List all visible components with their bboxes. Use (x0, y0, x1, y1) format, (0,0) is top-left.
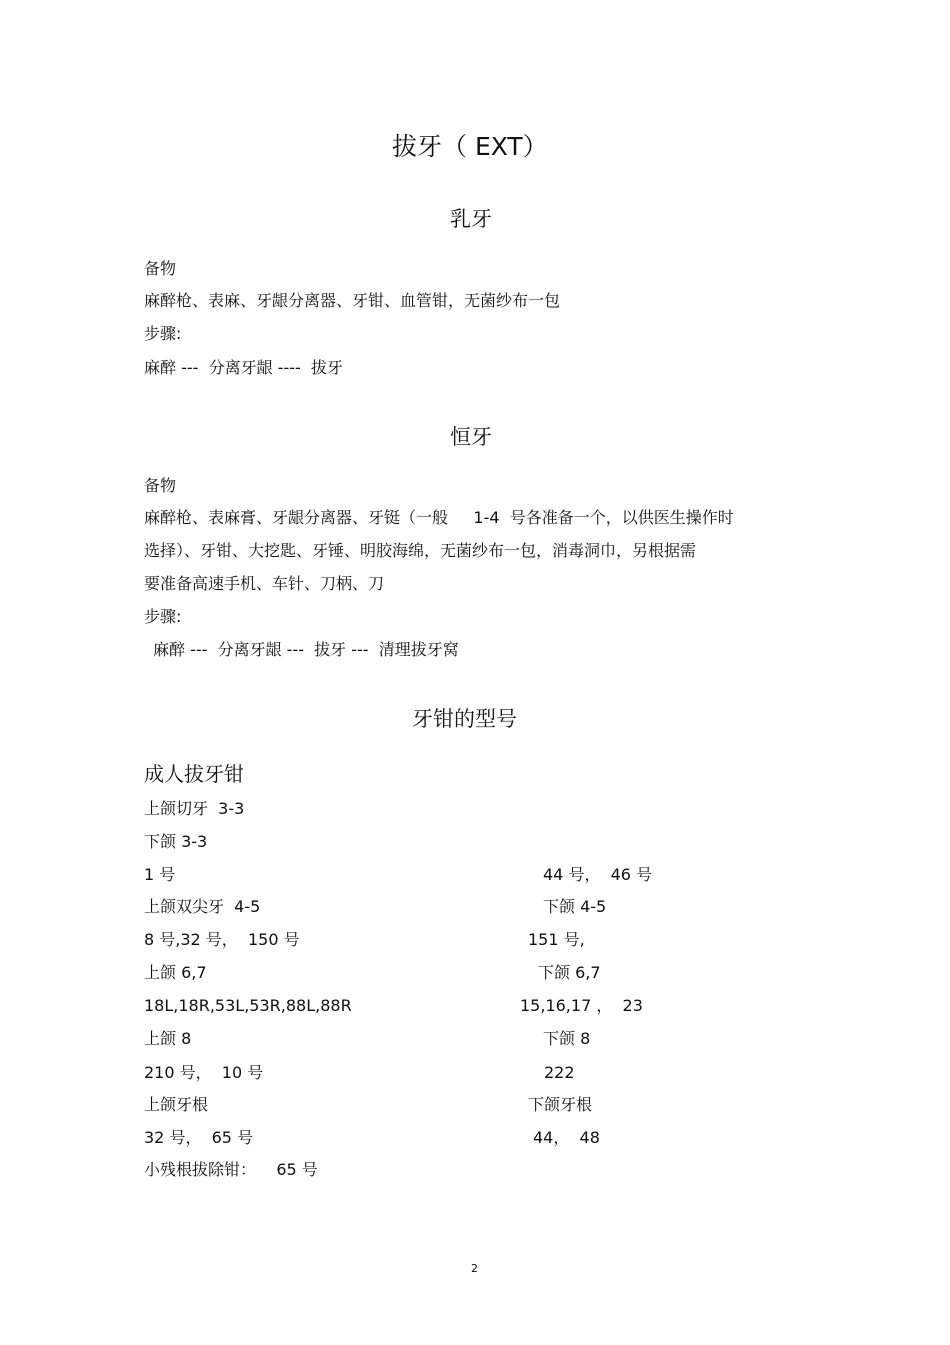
forceps-row-8-left: 上颌牙根 (144, 1095, 209, 1114)
permanent-prep-line-2: 选择）、牙钳、大挖匙、牙锤、明胶海绵，无菌纱布一包，消毒洞巾，另根据需 (144, 541, 697, 560)
section-heading-primary-teeth: 乳牙 (450, 207, 492, 231)
forceps-row-9-left: 32 号， 65 号 (144, 1128, 254, 1147)
forceps-row-7-left: 210 号， 10 号 (144, 1063, 264, 1082)
forceps-row-3-right: 151 号, (528, 930, 585, 949)
primary-steps: 麻醉 --- 分离牙龈 ---- 拔牙 (144, 358, 343, 377)
section-heading-forceps-models: 牙钳的型号 (412, 707, 517, 731)
forceps-row-8-right: 下颌牙根 (528, 1095, 593, 1114)
forceps-row-1-left: 1 号 (144, 865, 176, 884)
primary-prep-items: 麻醉枪、表麻、牙龈分离器、牙钳、血管钳，无菌纱布一包 (144, 291, 561, 310)
permanent-prep-line-1: 麻醉枪、表麻膏、牙龈分离器、牙铤（一般 1-4 号各准备一个，以供医生操作时 (144, 508, 734, 527)
permanent-steps: 麻醉 --- 分离牙龈 --- 拔牙 --- 清理拔牙窝 (153, 640, 459, 659)
forceps-residual-root-line: 小残根拔除钳： 65 号 (144, 1160, 318, 1179)
forceps-row-6-right: 下颌 8 (543, 1029, 591, 1048)
primary-prep-label: 备物 (144, 259, 177, 278)
subheading-adult-forceps: 成人拔牙钳 (144, 762, 244, 786)
forceps-row-6-left: 上颌 8 (144, 1029, 192, 1048)
forceps-row-3-left: 8 号,32 号， 150 号 (144, 930, 300, 949)
page-number: 2 (471, 1262, 478, 1275)
forceps-row-2-right: 下颌 4-5 (543, 897, 607, 916)
forceps-row-4-left: 上颌 6,7 (144, 963, 207, 982)
forceps-line-upper-incisors: 上颌切牙 3-3 (144, 799, 245, 818)
page-title: 拔牙（ EXT） (392, 132, 548, 161)
forceps-row-9-right: 44， 48 (533, 1128, 600, 1147)
forceps-row-1-right: 44 号， 46 号 (543, 865, 653, 884)
forceps-row-7-right: 222 (544, 1063, 575, 1082)
forceps-row-5-left: 18L,18R,53L,53R,88L,88R (144, 996, 352, 1015)
forceps-row-4-right: 下颌 6,7 (538, 963, 601, 982)
forceps-row-5-right: 15,16,17 ， 23 (520, 996, 643, 1015)
primary-steps-label: 步骤: (144, 324, 182, 343)
permanent-steps-label: 步骤: (144, 607, 182, 626)
forceps-row-2-left: 上颌双尖牙 4-5 (144, 897, 261, 916)
section-heading-permanent-teeth: 恒牙 (450, 425, 492, 449)
permanent-prep-label: 备物 (144, 476, 177, 495)
forceps-line-lower-incisors: 下颌 3-3 (144, 832, 208, 851)
permanent-prep-line-3: 要准备高速手机、车针、刀柄、刀 (144, 574, 385, 593)
